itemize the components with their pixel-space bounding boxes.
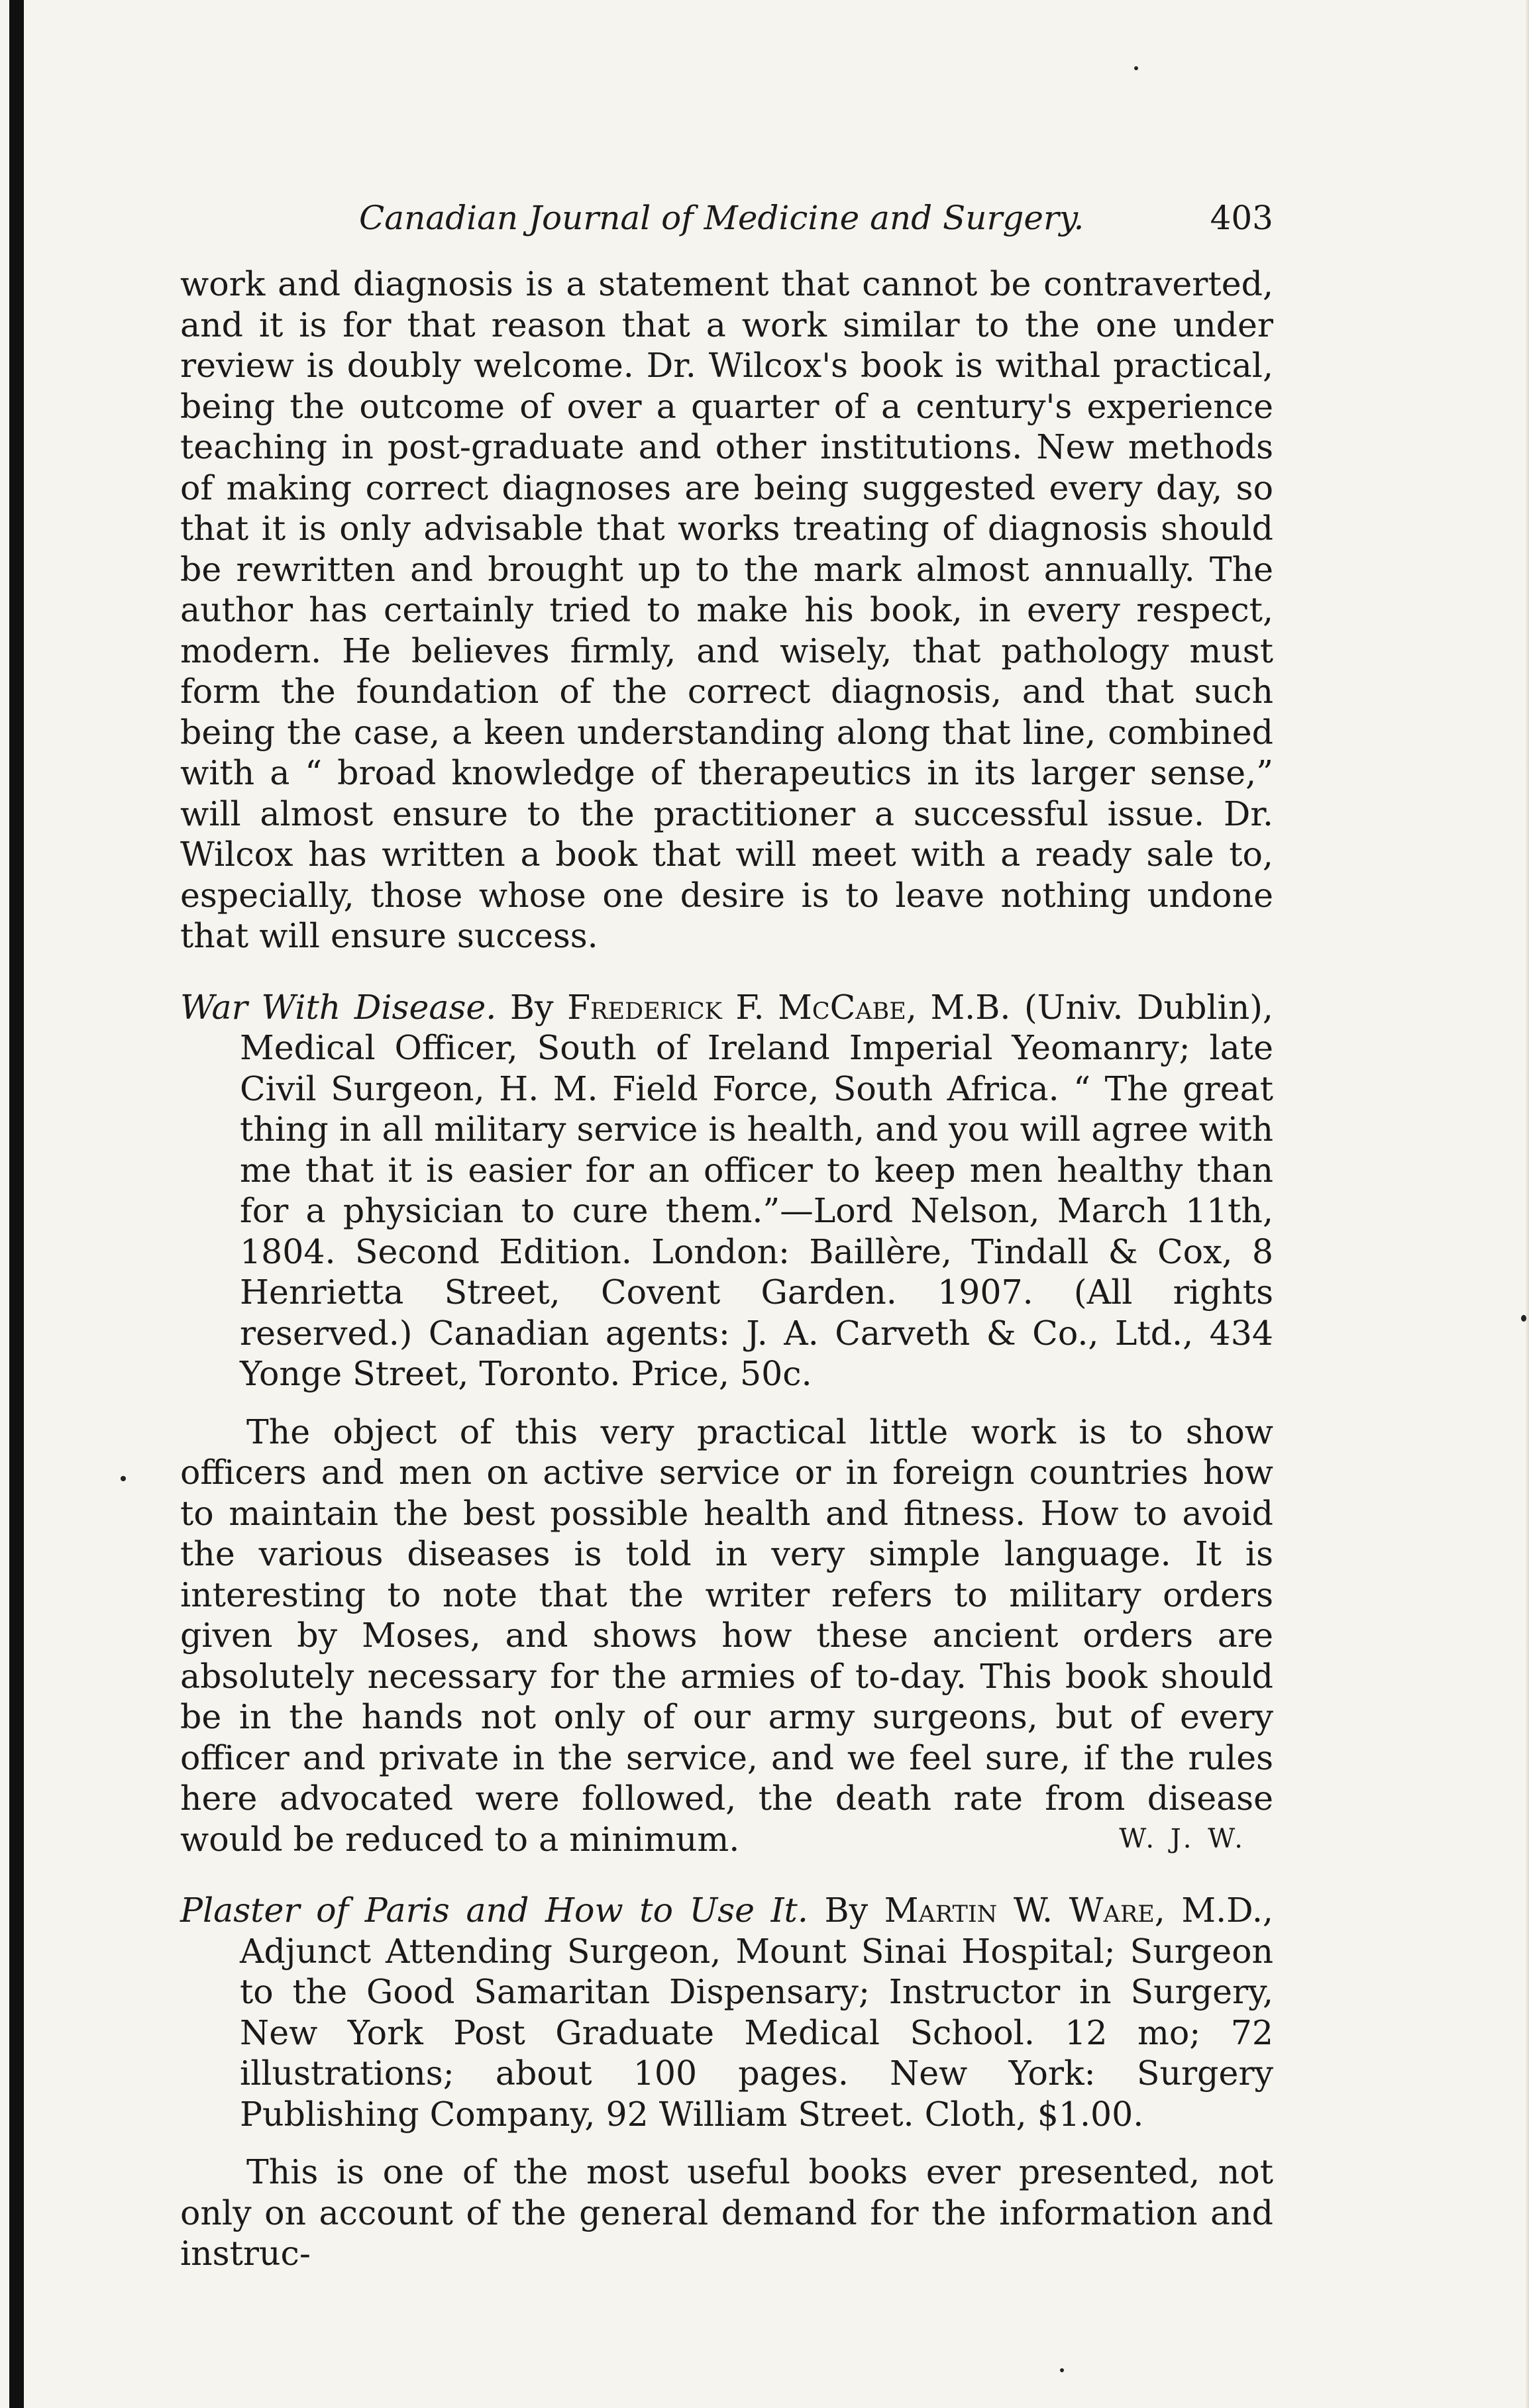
book-title: Plaster of Paris and How to Use It. [180,1891,808,1930]
running-title: Canadian Journal of Medicine and Surgery. [359,199,1084,237]
book-details: , M.B. (Univ. Dublin), Medical Officer, South of Ireland Imperial Yeomanry; late Civil Surgeon, H. M. Field Force, South Africa. “ The great thing in all military service is health, and you will agree with me that it is easier for an officer to keep men healthy than for a physician to cure them.”—Lord Nelson, March 11th, 1804. Second Edition. London: Baillère, Tindall & Cox, 8 Henrietta Street, Covent Garden. 1907. (All rights reserved.) Canadian agents: J. A. Carveth & Co., Ltd., 434 Yonge Street, Toronto. Price, 50c. [240,987,1273,1393]
review-body-text: The object of this very practical little work is to show officers and men on active service or in foreign countries how to maintain the best possible health and fitness. How to avoid the various diseases is told in very simple language. It is interesting to note that the writer refers to military orders given by Moses, and shows how these ancient orders are absolutely necessary for the armies of to-day. This book should be in the hands not only of our army surgeons, but of every officer and private in the service, and we feel sure, if the rules here advocated were followed, the death rate from disease would be reduced to a minimum. [180,1412,1273,1859]
review-body-text: This is one of the most useful books ever presented, not only on account of the general demand for the information and instruc- [180,2152,1273,2273]
running-header [180,199,1273,237]
ink-speck [1134,66,1138,70]
ink-speck [121,1476,126,1481]
page-number: 403 [1210,199,1273,237]
review-body [180,1412,1273,1860]
ink-speck [1060,2368,1064,2372]
book-details: , M.D., Adjunct Attending Surgeon, Mount Sinai Hospital; Surgeon to the Good Samaritan Dispensary; Instructor in Surgery, New York Post Graduate Medical School. 12 mo; 72 illustrations; about 100 pages. New York: Surgery Publishing Company, 92 William Street. Cloth, $1.00. [240,1891,1273,2134]
scan-right-edge [1525,0,1529,2408]
ink-speck [1521,1315,1526,1322]
book-review-heading [180,1890,1273,2134]
by-word: By [509,987,554,1027]
reviewer-initials: W. J. W. [1119,1823,1247,1854]
review-body [180,2152,1273,2274]
by-word: By [824,1891,869,1930]
book-review-heading [180,987,1273,1394]
book-title: War With Disease. [180,987,497,1027]
book-author: Frederick F. McCabe [567,987,906,1027]
scan-binding-edge [9,0,24,2408]
book-author: Martin W. Ware [884,1891,1155,1930]
journal-page [180,199,1273,2274]
review-continuation-paragraph: work and diagnosis is a statement that cannot be contraverted, and it is for that reason that a work similar to the one under review is doubly welcome. Dr. Wilcox's book is withal practical, being the outcome of over a quarter of a century's experience teaching in post-graduate and other institutions. New methods of making correct diagnoses are being suggested every day, so that it is only advisable that works treating of diagnosis should be rewritten and brought up to the mark almost annually. The author has certainly tried to make his book, in every respect, modern. He believes firmly, and wisely, that pathology must form the foundation of the correct diagnosis, and that such being the case, a keen understanding along that line, combined with a “ broad knowledge of therapeutics in its larger sense,” will almost ensure to the practitioner a successful issue. Dr. Wilcox has written a book that will meet with a ready sale to, especially, those whose one desire is to leave nothing undone that will ensure success. [180,264,1273,955]
